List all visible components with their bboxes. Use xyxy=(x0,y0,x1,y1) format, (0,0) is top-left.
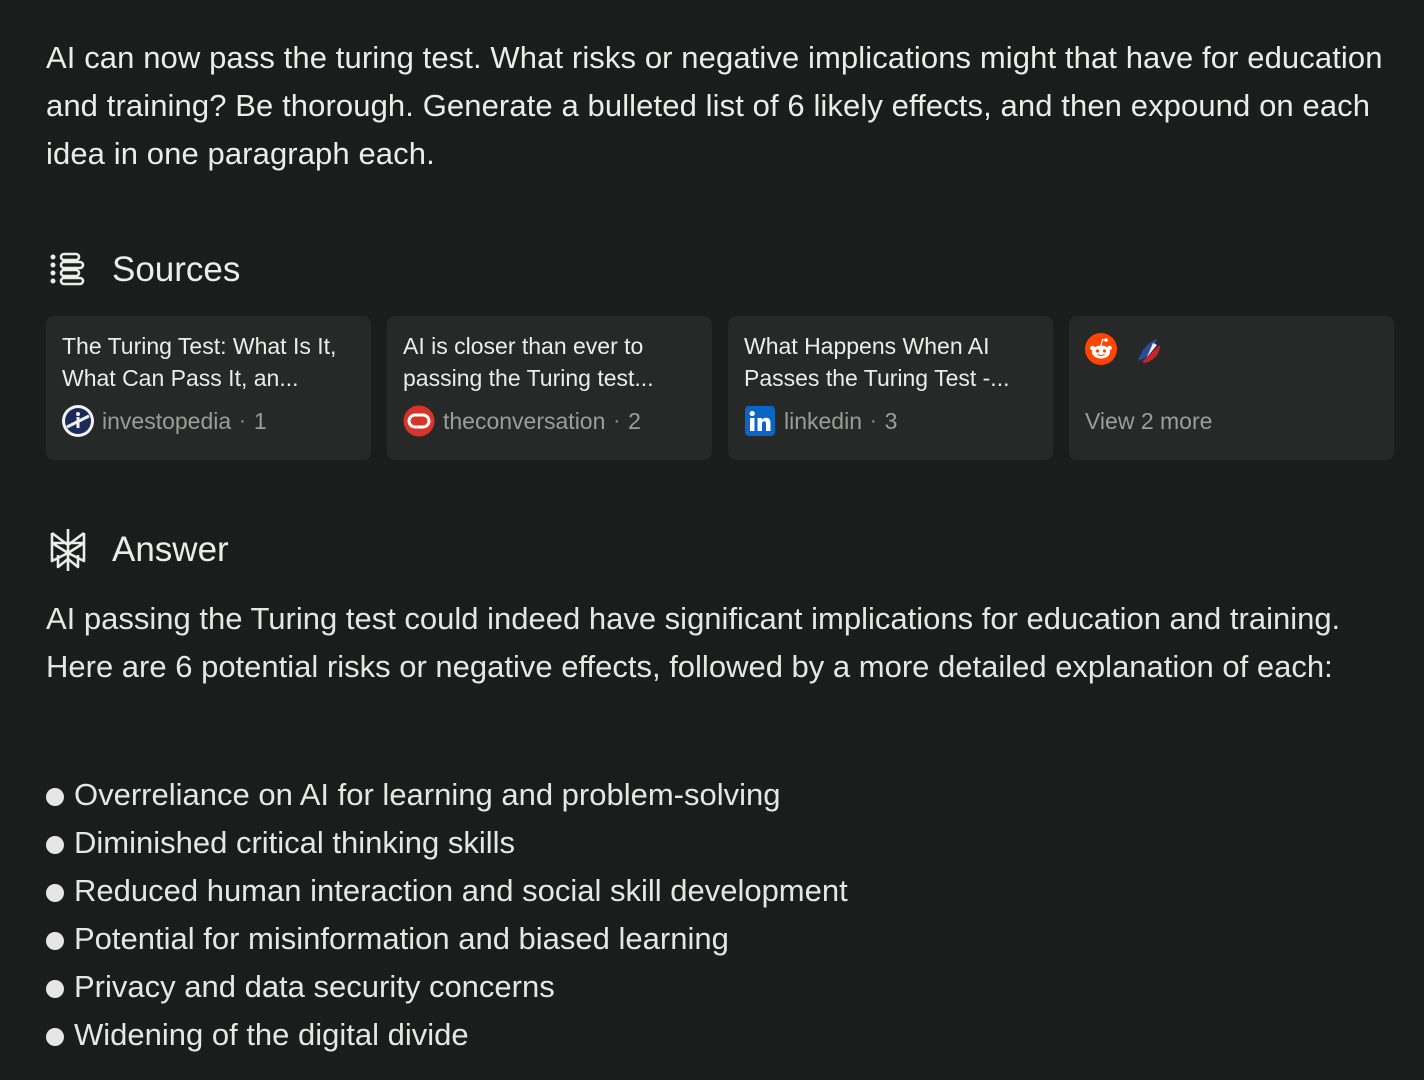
source-site: investopedia xyxy=(102,407,232,434)
list-item-text: Reduced human interaction and social skill development xyxy=(74,873,848,908)
user-query: AI can now pass the turing test. What risks or negative implications might that have for education and training? Be thorough. Generate a bulleted list of 6 likely effects, and then expound on each idea in one paragraph each. xyxy=(46,40,1383,171)
sources-list-icon xyxy=(46,248,90,292)
list-item-text: Overreliance on AI for learning and problem-solving xyxy=(74,777,781,812)
bird-logo-icon xyxy=(1133,333,1165,365)
linkedin-logo-icon xyxy=(744,405,776,437)
source-index: 1 xyxy=(253,407,267,434)
source-card-meta xyxy=(744,405,1037,437)
bullet-dot-icon xyxy=(46,788,64,806)
list-item-text: Widening of the digital divide xyxy=(74,1017,469,1052)
list-item-text: Diminished critical thinking skills xyxy=(74,825,516,860)
list-item xyxy=(46,915,848,963)
investopedia-logo-icon xyxy=(62,405,94,437)
more-sources-icons xyxy=(1085,332,1378,366)
source-card-meta xyxy=(62,405,355,437)
source-card-title: What Happens When AI Passes the Turing Test -... xyxy=(744,333,1010,391)
perplexity-logo-icon xyxy=(46,528,90,572)
bullet-dot-icon xyxy=(46,884,64,902)
bullet-dot-icon xyxy=(46,980,64,998)
separator: · xyxy=(239,409,246,432)
source-card-title: AI is closer than ever to passing the Turing test... xyxy=(403,333,654,391)
answer-bullet-list xyxy=(46,771,848,1059)
list-item xyxy=(46,819,848,867)
separator: · xyxy=(613,409,621,432)
source-site: theconversation xyxy=(443,407,606,434)
bullet-dot-icon xyxy=(46,932,64,950)
answer-intro: AI passing the Turing test could indeed have significant implications for education and training. Here are 6 potential risks or negative effects, followed by a more detailed explanation of each: xyxy=(46,601,1341,684)
source-card-title: The Turing Test: What Is It, What Can Pass It, an... xyxy=(62,333,337,391)
theconversation-logo-icon xyxy=(403,405,435,437)
list-item-text: Privacy and data security concerns xyxy=(74,969,555,1004)
bullet-dot-icon xyxy=(46,1028,64,1046)
reddit-logo-icon xyxy=(1085,333,1117,365)
list-item xyxy=(46,771,848,819)
answer-heading: Answer xyxy=(112,530,229,569)
source-card-meta xyxy=(403,405,696,437)
source-cards xyxy=(46,316,1394,460)
separator: · xyxy=(870,409,877,432)
source-index: 2 xyxy=(628,407,641,434)
source-site: linkedin xyxy=(784,407,862,434)
list-item-text: Potential for misinformation and biased learning xyxy=(74,921,729,956)
sources-heading: Sources xyxy=(112,250,241,289)
view-more-label: View 2 more xyxy=(1085,408,1213,434)
list-item xyxy=(46,867,848,915)
source-card-investopedia[interactable] xyxy=(46,316,371,460)
list-item xyxy=(46,1011,848,1059)
source-index: 3 xyxy=(884,407,898,434)
source-card-theconversation[interactable] xyxy=(387,316,712,460)
list-item xyxy=(46,963,848,1011)
bullet-dot-icon xyxy=(46,836,64,854)
source-card-linkedin[interactable] xyxy=(728,316,1053,460)
view-more-card[interactable] xyxy=(1069,316,1394,460)
sources-header xyxy=(46,248,240,292)
answer-header xyxy=(46,528,229,572)
